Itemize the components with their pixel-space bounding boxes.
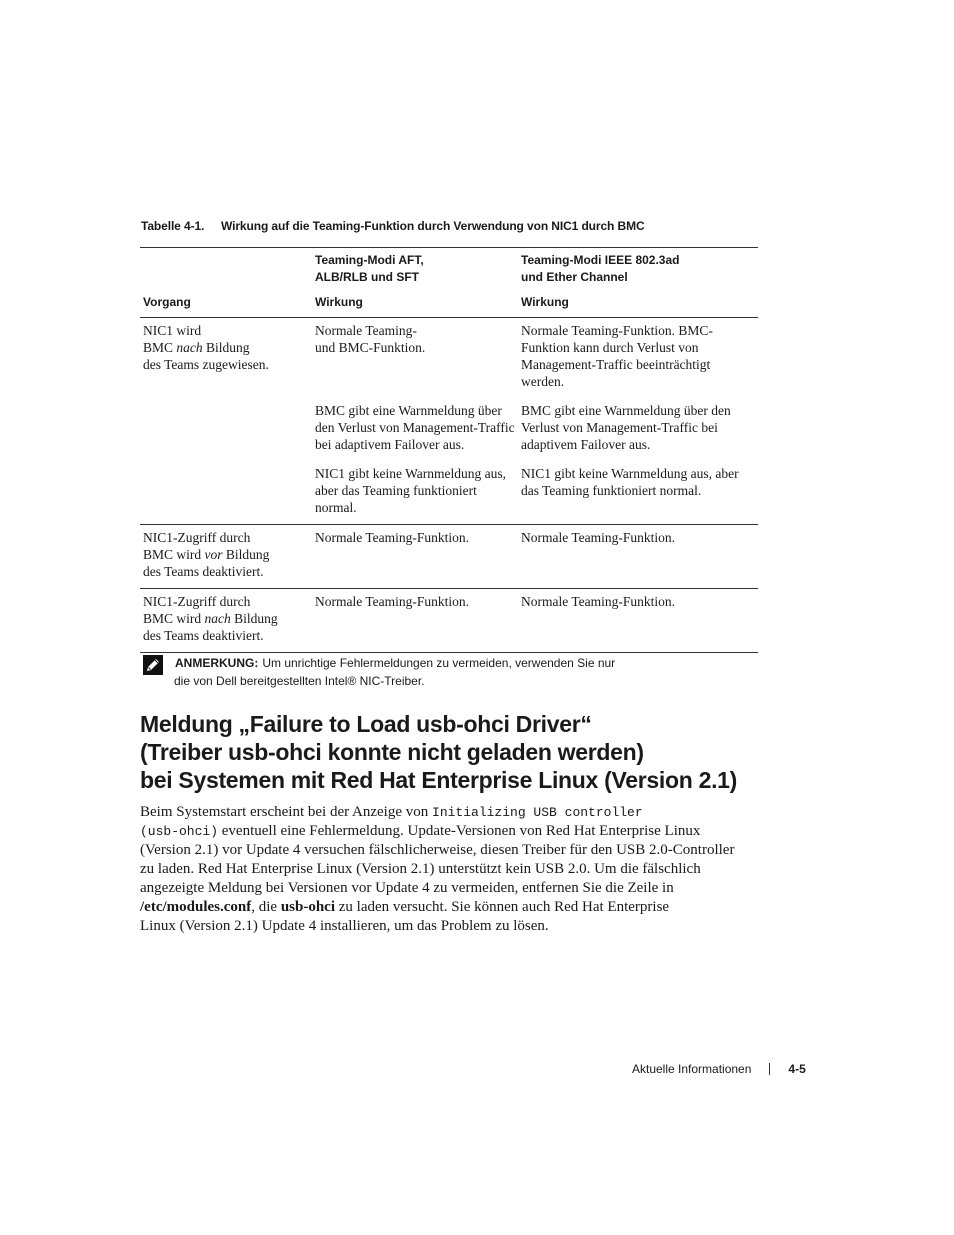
- table-row: [140, 525, 758, 589]
- page-number: 4-5: [788, 1062, 806, 1076]
- vorgang-cell: NIC1 wird BMC nach Bildung des Teams zugewiesen.: [143, 323, 269, 372]
- footer-divider: [769, 1063, 770, 1075]
- afs-effect-cell: Normale Teaming-Funktion.: [315, 530, 470, 545]
- vorgang-cell: NIC1-Zugriff durch BMC wird vor Bildung des Teams deaktiviert.: [143, 530, 270, 579]
- header-afs-line2: ALB/RLB und SFT: [315, 270, 419, 284]
- code-usb-ohci: (usb-ohci): [140, 824, 219, 839]
- vorgang-cell: NIC1-Zugriff durch BMC wird nach Bildung des Teams deaktiviert.: [143, 594, 278, 643]
- note-label: ANMERKUNG:: [175, 656, 259, 670]
- teaming-table: [140, 247, 758, 653]
- header-ieee-line2: und Ether Channel: [521, 270, 628, 284]
- file-path: /etc/modules.conf: [140, 899, 252, 915]
- code-initializing: Initializing USB controller: [432, 805, 643, 820]
- header-afs: [312, 248, 518, 318]
- header-ieee-line1: Teaming-Modi IEEE 802.3ad: [521, 253, 680, 267]
- header-vorgang: Vorgang: [143, 295, 191, 309]
- header-ieee: [518, 248, 758, 318]
- header-afs-sub: Wirkung: [315, 295, 363, 309]
- ieee-effect-cell: Normale Teaming-Funktion.: [521, 594, 676, 609]
- ieee-effect-cell: Normale Teaming-Funktion.: [521, 530, 676, 545]
- footer-section: Aktuelle Informationen: [632, 1062, 752, 1076]
- note-box: [143, 655, 663, 688]
- page-footer: [632, 1062, 806, 1076]
- ieee-effect-cell: Normale Teaming-Funktion. BMC-Funktion kann durch Verlust von Management-Traffic beeinträchtigt werden.: [521, 323, 713, 389]
- ieee-effect-cell: NIC1 gibt keine Warnmeldung aus, aber das Teaming funktioniert normal.: [521, 466, 739, 498]
- table-number: Tabelle 4-1.: [141, 219, 205, 233]
- table-row: [140, 318, 758, 397]
- afs-effect-cell: Normale Teaming- und BMC-Funktion.: [315, 323, 426, 355]
- afs-effect-cell: Normale Teaming-Funktion.: [315, 594, 470, 609]
- section-paragraph: Beim Systemstart erscheint bei der Anzeige von Initializing USB controller (usb-ohci) eventuell eine Fehlermeldung. Update-Versionen von Red Hat Enterprise Linux (Version 2.1) vor Update 4 versuchen fälschlicherweise, diesen Treiber für den USB 2.0-Controller zu laden. Red Hat Enterprise Linux (Version 2.1) unterstützt kein USB 2.0. Um die fälschlich angezeigte Meldung bei Versionen vor Update 4 zu vermeiden, entfernen Sie die Zeile in /etc/modules.conf, die usb-ohci zu laden versucht. Sie können auch Red Hat Enterprise Linux (Version 2.1) Update 4 installieren, um das Problem zu lösen.: [140, 804, 735, 934]
- section-heading: Meldung „Failure to Load usb-ohci Driver“ (Treiber usb-ohci konnte nicht geladen werden) bei Systemen mit Red Hat Enterprise Linux (Version 2.1): [140, 711, 738, 793]
- afs-effect-cell: NIC1 gibt keine Warnmeldung aus, aber das Teaming funktioniert normal.: [315, 466, 507, 515]
- table-header-row: [140, 248, 758, 318]
- table-row: [140, 589, 758, 653]
- table-caption: [141, 219, 645, 233]
- note-text-line2: die von Dell bereitgestellten Intel® NIC-Treiber.: [174, 674, 425, 688]
- afs-effect-cell: BMC gibt eine Warnmeldung über den Verlust von Management-Traffic bei adaptivem Failover aus.: [315, 403, 515, 452]
- module-name: usb-ohci: [280, 899, 335, 915]
- note-text-line1: Um unrichtige Fehlermeldungen zu vermeiden, verwenden Sie nur: [262, 656, 616, 670]
- header-afs-line1: Teaming-Modi AFT,: [315, 253, 424, 267]
- ieee-effect-cell: BMC gibt eine Warnmeldung über den Verlust von Management-Traffic bei adaptivem Failover aus.: [521, 403, 731, 452]
- pencil-note-icon: [143, 655, 163, 675]
- header-ieee-sub: Wirkung: [521, 295, 569, 309]
- table-title: Wirkung auf die Teaming-Funktion durch Verwendung von NIC1 durch BMC: [221, 219, 645, 233]
